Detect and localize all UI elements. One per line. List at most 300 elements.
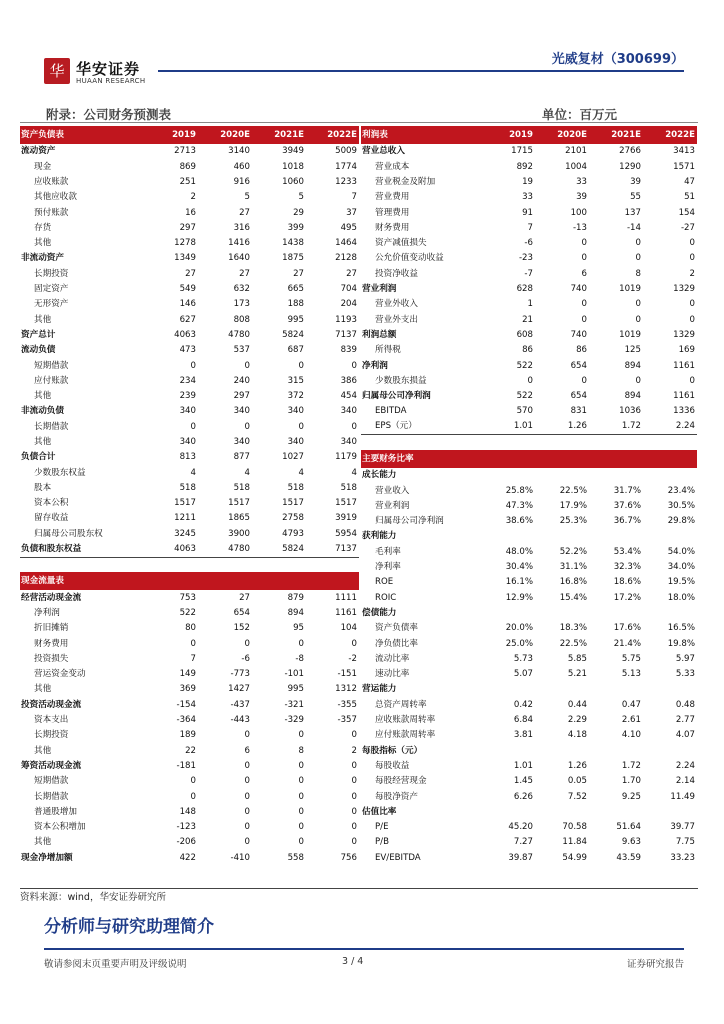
table-row [361,759,697,774]
row-value [481,435,535,450]
row-value [535,529,589,544]
row-value: 34.0% [667,562,695,573]
row-value: 0 [244,760,250,771]
row-value: -23 [518,253,533,264]
row-value: 27 [239,592,250,603]
row-value: 340 [179,436,196,447]
row-label: 存货 [34,222,52,233]
table-row [361,804,697,819]
row-value: 2 [351,745,357,756]
row-label: 现金 [34,161,52,172]
row-value: 0 [298,760,304,771]
table-row [20,511,359,526]
row-value [144,572,198,590]
row-label: 主要财务比率 [361,450,481,468]
row-value [589,529,643,544]
row-label: 毛利率 [375,546,401,557]
table-row [20,606,359,621]
row-label: 预付账款 [34,207,69,218]
row-value: -6 [241,653,250,664]
table-row [20,728,359,743]
row-value: -181 [176,760,196,771]
row-value: 813 [179,452,196,463]
row-value: 4063 [144,542,198,557]
row-value: 0 [527,375,533,386]
row-label: 归属母公司净利润 [362,391,431,402]
row-label: 少数股东损益 [375,375,427,386]
row-value: 0 [635,299,641,310]
table-row [20,697,359,712]
row-value: 239 [179,391,196,402]
row-value: 894 [287,607,304,618]
row-value [589,743,643,758]
row-value: 0.48 [675,699,695,710]
row-value: 25.0% [505,638,533,649]
financial-table-left [20,126,359,866]
row-value: 4.10 [621,730,641,741]
table-row [361,144,697,159]
footer-rule [44,948,684,950]
row-value: 1517 [335,498,357,509]
row-value: 2022E [306,126,359,144]
row-value: 0 [351,760,357,771]
row-value: 16.5% [667,623,695,634]
row-label: 普通股增加 [34,806,77,817]
row-value: 1036 [619,406,641,417]
row-value: 5 [244,192,250,203]
row-value: 2713 [174,146,196,157]
row-value: 340 [340,436,357,447]
row-label: 现金净增加额 [21,852,73,863]
row-value: 1111 [335,592,357,603]
row-value: 4 [244,467,250,478]
row-label: 长期借款 [34,791,69,802]
row-label: 资产减值损失 [375,238,427,249]
source-note: 资料来源：wind，华安证券研究所 [20,892,166,903]
row-value: 2019 [481,126,535,144]
row-value: 1193 [335,314,357,325]
row-value: 0 [244,360,250,371]
table-row [361,544,697,559]
row-label: 营业外收入 [375,299,418,310]
row-value: 21 [522,314,533,325]
row-value: 38.6% [505,516,533,527]
row-label: 应收账款周转率 [375,715,436,726]
row-value: -321 [284,699,304,710]
row-label: 营业费用 [375,192,410,203]
row-value: 1018 [282,161,304,172]
row-value: 37 [346,207,357,218]
table-row [20,557,359,572]
row-value: 5.13 [621,669,641,680]
row-value: 1.72 [621,760,641,771]
row-label: 负债和股东权益 [20,542,144,557]
row-label: P/B [375,837,389,848]
table-row [361,343,697,358]
table-row [20,774,359,789]
row-value: 5 [298,192,304,203]
table-row [361,190,697,205]
row-value [306,557,359,572]
row-value: 149 [179,669,196,680]
row-value: 0 [351,837,357,848]
row-value: 54.0% [667,546,695,557]
row-value: 27 [346,268,357,279]
table-row [361,251,697,266]
table-row [20,343,359,358]
table-row [361,575,697,590]
row-value [643,804,697,819]
row-value: 495 [340,222,357,233]
row-value: 0 [351,791,357,802]
row-label: EV/EBITDA [375,852,421,863]
row-value: 5824 [282,329,304,340]
table-row [20,435,359,450]
row-value: 39 [630,176,641,187]
row-value: 386 [340,375,357,386]
row-value [589,682,643,697]
row-value: 0 [298,776,304,787]
row-value: 95 [293,623,304,634]
row-value: 654 [233,607,250,618]
row-value: 2128 [335,253,357,264]
row-value: 608 [516,329,533,340]
row-label: 利润总额 [362,329,397,340]
table-row [361,159,697,174]
row-value: -101 [284,669,304,680]
row-value: 0.05 [567,776,587,787]
table-row [361,236,697,251]
row-value: 522 [516,360,533,371]
row-label: 长期借款 [34,421,69,432]
row-value: 169 [678,345,695,356]
row-value: 1416 [228,238,250,249]
row-label: 非流动负债 [21,406,64,417]
row-label: 折旧摊销 [34,623,69,634]
row-label: 非流动资产 [21,253,64,264]
row-value: 54.99 [562,852,587,863]
row-value [481,606,535,621]
row-value: -13 [572,222,587,233]
row-value [481,529,535,544]
table-row [361,404,697,419]
table-row [20,205,359,220]
row-value: 7137 [335,329,357,340]
row-value: 0 [244,791,250,802]
row-label: ROIC [375,592,397,603]
row-value: 8 [298,745,304,756]
row-label: 流动负债 [21,345,56,356]
row-value: 8 [635,268,641,279]
row-value: 894 [624,391,641,402]
row-label: 管理费用 [375,207,410,218]
logo-char: 华 [49,61,65,80]
row-value: 0 [351,730,357,741]
table-row [361,697,697,712]
row-value: 3140 [228,146,250,157]
table-row [20,526,359,541]
table-row [20,312,359,327]
table-row [361,743,697,758]
row-value: 39 [576,192,587,203]
table-row [361,175,697,190]
row-value: 0 [298,360,304,371]
row-label: 速动比率 [375,669,410,680]
row-value: 654 [570,360,587,371]
row-label: 短期借款 [34,776,69,787]
row-value [589,606,643,621]
row-value: 5.07 [513,669,533,680]
row-value: -8 [295,653,304,664]
row-value: 0 [689,253,695,264]
table-row [20,373,359,388]
row-value: 9.25 [621,791,641,802]
row-value: 0 [351,421,357,432]
row-label: 无形资产 [34,299,69,310]
table-row [361,499,697,514]
table-row [20,850,359,865]
table-row [20,621,359,636]
row-label: 资本支出 [34,715,69,726]
row-value: 460 [233,161,250,172]
row-label: 归属母公司股东权 [34,528,103,539]
row-value: -206 [176,837,196,848]
row-value [589,450,643,468]
row-value: -355 [337,699,357,710]
row-value [643,606,697,621]
row-value: 1349 [174,253,196,264]
row-value: 0 [298,806,304,817]
row-value: 6.26 [513,791,533,802]
row-value: 4.07 [675,730,695,741]
row-label: 资产负债率 [375,623,418,634]
row-label: 筹资活动现金流 [21,760,82,771]
row-label: 股本 [34,482,52,493]
row-value: 1438 [282,238,304,249]
row-value [643,435,697,450]
row-value: 704 [340,284,357,295]
row-value: 2021E [589,126,643,144]
table-row [361,606,697,621]
row-value: 4.18 [567,730,587,741]
row-value: 7.52 [567,791,587,802]
row-value: 1027 [282,452,304,463]
row-value: 1774 [335,161,357,172]
row-value: 18.0% [667,592,695,603]
row-label: 应付账款周转率 [375,730,436,741]
table-row [20,404,359,419]
row-value: -364 [176,715,196,726]
row-value: 6 [581,268,587,279]
row-value: -123 [176,822,196,833]
brand-name: 华安证券 [76,60,141,78]
row-label: 其他 [34,314,52,325]
row-value: 628 [516,284,533,295]
row-value: 55 [630,192,641,203]
table-row [20,804,359,819]
row-value: 0 [635,375,641,386]
row-value: 7.75 [675,837,695,848]
table-row [361,389,697,404]
row-value: 53.4% [613,546,641,557]
row-value: 2022E [643,126,697,144]
row-value [643,450,697,468]
row-value: 23.4% [667,485,695,496]
section-rule [20,122,698,123]
row-label: 少数股东权益 [34,467,86,478]
row-label: 资产总计 [21,329,56,340]
row-value: 1 [527,299,533,310]
row-label: 资本公积 [34,498,69,509]
brand-name-en: HUAAN RESEARCH [76,77,146,85]
row-label: 获利能力 [362,531,397,542]
row-value: 399 [287,222,304,233]
row-label: 偿债能力 [362,607,397,618]
row-value: 33 [522,192,533,203]
row-value: 2020E [198,126,252,144]
row-value: 877 [233,452,250,463]
row-value: 4 [298,467,304,478]
analyst-heading: 分析师与研究助理简介 [44,917,214,937]
row-label: 估值比率 [362,806,397,817]
row-value: 5.97 [675,653,695,664]
row-label: 总资产周转率 [375,699,427,710]
row-label: 资产负债表 [20,126,144,144]
row-value: 1.70 [621,776,641,787]
row-value: 522 [179,607,196,618]
row-value: 0 [244,730,250,741]
row-value: -437 [230,699,250,710]
row-value: 0 [581,299,587,310]
row-value: 340 [340,406,357,417]
table-row [20,743,359,758]
row-value: 25.8% [505,485,533,496]
row-value: 51 [684,192,695,203]
row-label: 现金流量表 [20,572,144,590]
row-value: 1464 [335,238,357,249]
row-value [535,435,589,450]
row-value [535,743,589,758]
row-value [535,606,589,621]
row-value: 372 [287,391,304,402]
row-value: 1019 [619,329,641,340]
table-row [20,126,359,144]
row-value: -6 [524,238,533,249]
row-label: 长期投资 [34,268,69,279]
row-value: 2021E [252,126,306,144]
row-value: 753 [179,592,196,603]
row-value: 3245 [174,528,196,539]
row-value: 2.14 [675,776,695,787]
row-value: 16.1% [505,577,533,588]
row-value: 189 [179,730,196,741]
table-row [361,435,697,450]
row-label: 流动资产 [21,146,56,157]
row-value: 916 [233,176,250,187]
row-value: 36.7% [613,516,641,527]
table-row [20,542,359,557]
row-value: 0 [689,375,695,386]
row-value [481,804,535,819]
row-value [589,435,643,450]
row-value: 2.29 [567,715,587,726]
row-value: 1517 [228,498,250,509]
row-label: 固定资产 [34,284,69,295]
row-value: 2 [190,192,196,203]
row-label: 营业税金及附加 [375,176,436,187]
row-value: 740 [570,329,587,340]
row-value: 0 [635,314,641,325]
row-value: 0 [190,360,196,371]
table-row [20,590,359,605]
row-value [535,682,589,697]
row-value: 22.5% [559,485,587,496]
row-value: 27 [293,268,304,279]
row-value: 473 [179,345,196,356]
row-value: 6 [244,745,250,756]
table-row [361,820,697,835]
table-row [20,835,359,850]
row-value: 21.4% [613,638,641,649]
row-value: 892 [516,161,533,172]
row-value: 0 [581,238,587,249]
row-value: 687 [287,345,304,356]
row-value [535,804,589,819]
table-row [361,126,697,144]
row-value: 25.3% [559,516,587,527]
row-value: 1517 [282,498,304,509]
row-value [643,468,697,483]
row-value: -154 [176,699,196,710]
table-row [361,450,697,468]
row-value [535,450,589,468]
row-value: 740 [570,284,587,295]
table-row [20,667,359,682]
table-row [361,682,697,697]
row-value [481,450,535,468]
row-value: 1.72 [589,419,643,434]
row-label: 其他 [34,436,52,447]
table-row [20,389,359,404]
row-label: 财务费用 [34,638,69,649]
row-value: 240 [233,375,250,386]
row-label: 营业利润 [375,500,410,511]
row-value: 137 [624,207,641,218]
row-value [198,572,252,590]
row-value: 146 [179,299,196,310]
row-value: 47 [684,176,695,187]
row-value: 17.6% [613,623,641,634]
row-value: 316 [233,222,250,233]
table-row [20,251,359,266]
row-label: 净利率 [375,562,401,573]
row-value: 1715 [511,146,533,157]
table-row [361,483,697,498]
row-value: 18.6% [613,577,641,588]
row-value [535,468,589,483]
row-value: 45.20 [508,822,533,833]
row-value: 152 [233,623,250,634]
table-row [20,496,359,511]
table-row [361,560,697,575]
row-value: 3413 [673,146,695,157]
row-value: 1329 [673,329,695,340]
row-value: 0 [244,806,250,817]
table-row [20,759,359,774]
row-value: 0.42 [513,699,533,710]
table-row [20,144,359,159]
row-value [481,468,535,483]
